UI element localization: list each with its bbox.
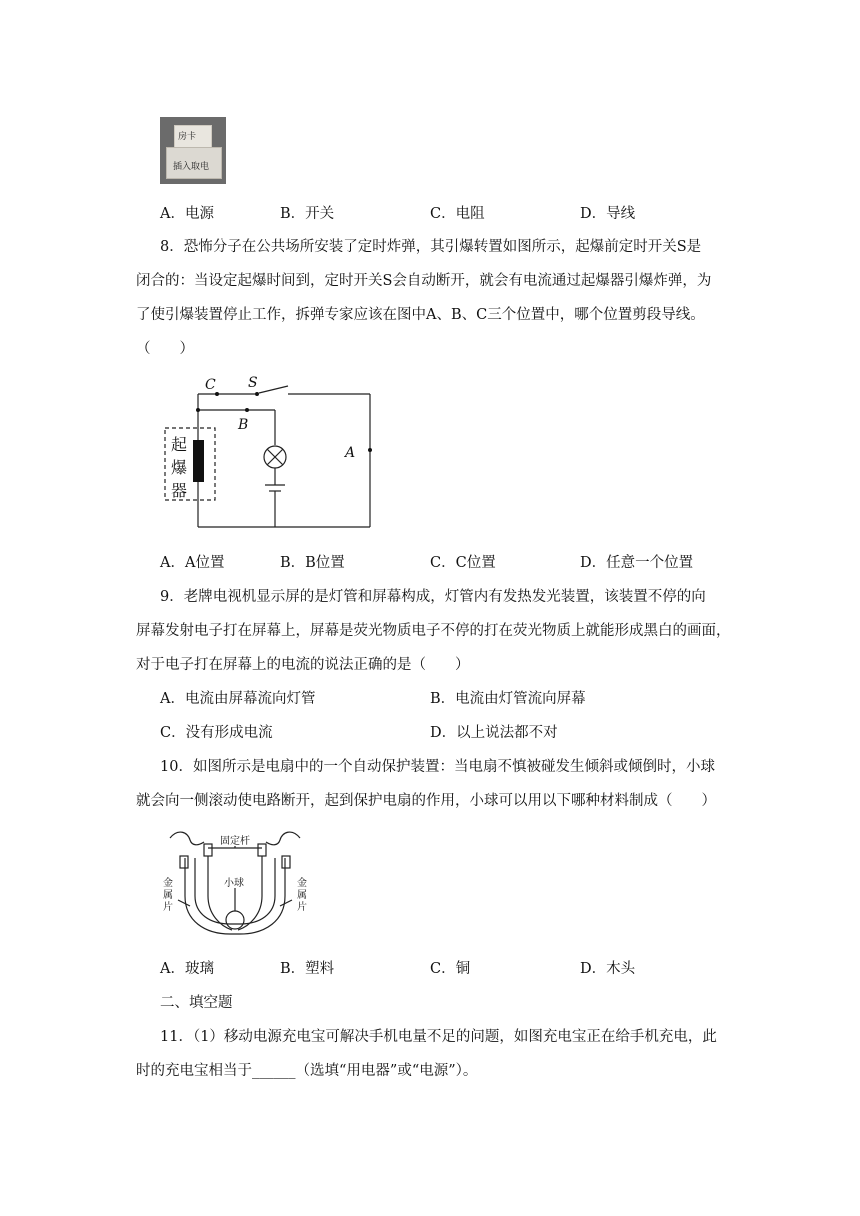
q10-line-1: 10．如图所示是电扇中的一个自动保护装置：当电扇不慎被碰发生倾斜或倾倒时，小球 <box>160 759 715 775</box>
q9-option-d: D．以上说法都不对 <box>430 725 558 741</box>
rod-label: 固定杆 <box>220 836 250 847</box>
q11-line-1: 11．（1）移动电源充电宝可解决手机电量不足的问题，如图充电宝正在给手机充电，此 <box>160 1029 717 1045</box>
ball-label: 小球 <box>224 878 244 889</box>
q8-line-2: 闭合的：当设定起爆时间到，定时开关S会自动断开，就会有电流通过起爆器引爆炸弹，为 <box>136 273 712 289</box>
q7-option-c: C．电阻 <box>430 206 485 222</box>
label-b: B <box>238 417 249 433</box>
q10-option-d: D．木头 <box>580 961 636 977</box>
section-title: 二、填空题 <box>160 995 233 1011</box>
q9-option-b: B．电流由灯管流向屏幕 <box>430 691 586 707</box>
q8-option-d: D．任意一个位置 <box>580 555 694 571</box>
q8-line-4: （ ） <box>136 341 194 357</box>
label-c: C <box>205 377 216 393</box>
metal-left-2: 属 <box>163 890 173 901</box>
metal-left-1: 金 <box>163 878 173 889</box>
metal-right-2: 属 <box>297 890 307 901</box>
q9-line-3: 对于电子打在屏幕上的电流的说法正确的是（ ） <box>136 657 470 673</box>
q8-option-c: C．C位置 <box>430 555 496 571</box>
detonator-char-2: 爆 <box>171 458 188 477</box>
tilt-switch-diagram <box>160 826 310 944</box>
q9-option-c: C．没有形成电流 <box>160 725 273 741</box>
q10-option-a: A．玻璃 <box>160 961 214 977</box>
detonator-char-1: 起 <box>171 435 188 454</box>
q10-option-c: C．铜 <box>430 961 471 977</box>
q9-option-a: A．电流由屏幕流向灯管 <box>160 691 316 707</box>
q7-option-d: D．导线 <box>580 206 636 222</box>
room-card-label: 房卡 <box>178 132 197 142</box>
metal-right-3: 片 <box>297 902 307 913</box>
metal-left-3: 片 <box>163 902 173 913</box>
q8-option-a: A．A位置 <box>160 555 225 571</box>
detonator-char-3: 器 <box>171 481 188 500</box>
room-card-photo <box>160 117 226 184</box>
q7-option-a: A．电源 <box>160 206 214 222</box>
card-slot-label: 插入取电 <box>173 162 210 172</box>
q8-line-3: 了使引爆装置停止工作，拆弹专家应该在图中A、B、C三个位置中，哪个位置剪段导线。 <box>136 307 705 323</box>
q11-line-2: 时的充电宝相当于______（选填“用电器”或“电源”）。 <box>136 1063 478 1079</box>
label-a: A <box>345 445 356 461</box>
q9-line-2: 屏幕发射电子打在屏幕上，屏幕是荧光物质电子不停的打在荧光物质上就能形成黑白的画面， <box>136 623 731 639</box>
q8-option-b: B．B位置 <box>280 555 345 571</box>
q8-line-1: 8．恐怖分子在公共场所安装了定时炸弹，其引爆转置如图所示，起爆前定时开关S是 <box>160 239 702 255</box>
q7-option-b: B．开关 <box>280 206 335 222</box>
metal-right-1: 金 <box>297 878 307 889</box>
q10-line-2: 就会向一侧滚动使电路断开，起到保护电扇的作用，小球可以用以下哪种材料制成（ ） <box>136 793 716 809</box>
q10-option-b: B．塑料 <box>280 961 335 977</box>
label-s: S <box>248 375 258 391</box>
q9-line-1: 9．老牌电视机显示屏的是灯管和屏幕构成，灯管内有发热发光装置，该装置不停的向 <box>160 589 706 605</box>
detonator-circuit-diagram <box>160 372 385 534</box>
